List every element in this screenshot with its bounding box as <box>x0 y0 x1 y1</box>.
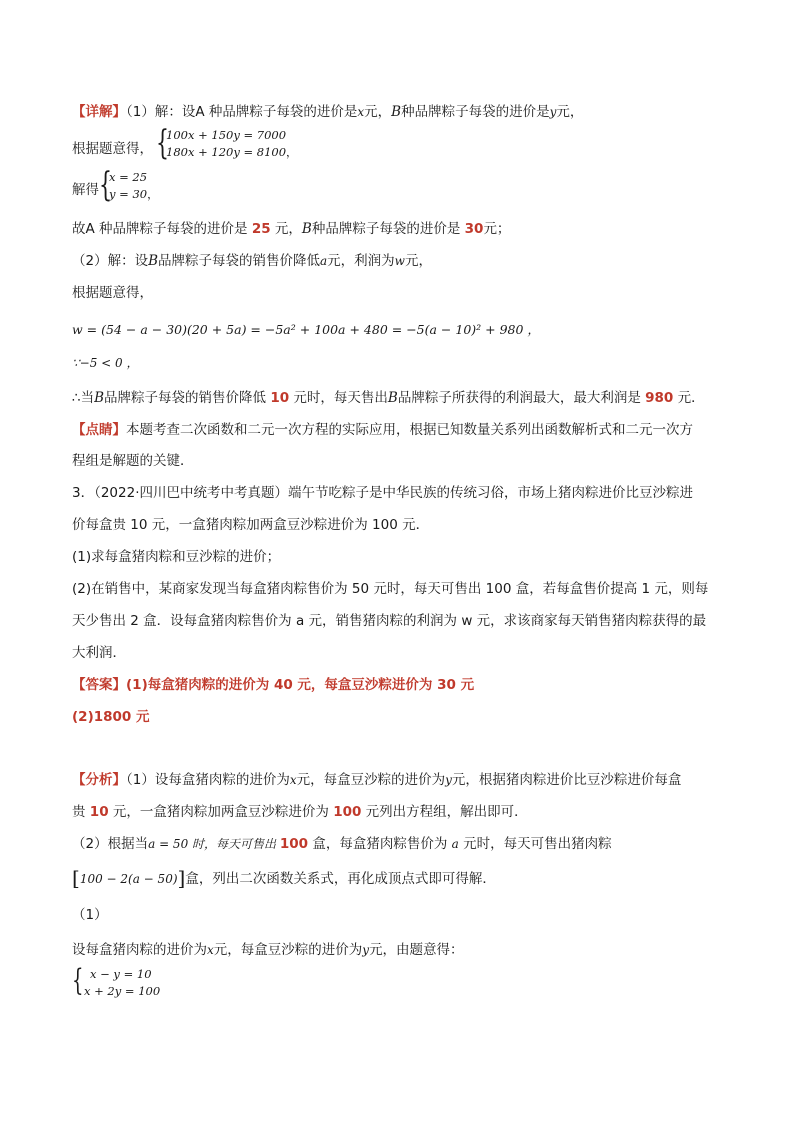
analysis-line-3: （2）根据当a = 50 时，每天可售出 100 盒，每盒猪肉粽售价为 a 元时，每天可售出猪肉粽 <box>72 836 612 852</box>
analysis-tag: 【分析】 <box>72 772 126 788</box>
question-part-1: (1)求每盒猪肉粽和豆沙粽的进价； <box>72 549 281 565</box>
comment-tag: 【点睛】 <box>72 422 126 438</box>
detail-tag: 【详解】 <box>72 104 126 120</box>
detail-line-6: 根据题意得， <box>72 285 153 301</box>
detail-line-2: 根据题意得， <box>72 141 153 157</box>
analysis-line-5: （1） <box>72 907 108 923</box>
comment-line-1: 【点睛】本题考查二次函数和二元一次方程的实际应用，根据已知数量关系列出函数解析式和二元一次方 <box>72 422 693 438</box>
analysis-line-2: 贵 10 元，一盒猪肉粽加两盒豆沙粽进价为 100 元列出方程组，解出即可． <box>72 804 528 820</box>
question-part-2c: 大利润． <box>72 645 126 661</box>
detail-line-9: ∴当B品牌粽子每袋的销售价降低 10 元时，每天售出B品牌粽子所获得的利润最大，最大利润是 980 元． <box>72 390 705 406</box>
question-line-2: 价每盒贵 10 元，一盒猪肉粽加两盒豆沙粽进价为 100 元． <box>72 517 430 533</box>
quantity-expression: 100 − 2(a − 50) <box>79 872 178 886</box>
system-brace: { <box>99 165 112 205</box>
question-line-1: 3．（2022·四川巴中统考中考真题）端午节吃粽子是中华民族的传统习俗，市场上猪肉粽进价比豆沙粽进 <box>72 485 693 501</box>
question-part-2b: 天少售出 2 盒．设每盒猪肉粽售价为 a 元，销售猪肉粽的利润为 w 元，求该商家每天销售猪肉粽获得的最 <box>72 613 707 629</box>
equation-system-1: 100x + 150y = 7000 180x + 120y = 8100， <box>166 128 298 159</box>
comment-line-2: 程组是解题的关键． <box>72 453 194 469</box>
solution-system: x = 25 y = 30， <box>109 170 159 201</box>
detail-line-3: 解得 <box>72 182 99 198</box>
detail-line-4: 故A 种品牌粽子每袋的进价是 25 元，B种品牌粽子每袋的进价是 30元； <box>72 221 511 237</box>
analysis-line-6: 设每盒猪肉粽的进价为x元，每盒豆沙粽的进价为y元，由题意得： <box>72 942 464 958</box>
question-part-2a: (2)在销售中，某商家发现当每盒猪肉粽售价为 50 元时，每天可售出 100 盒，若每盒售价提高 1 元，则每 <box>72 581 709 597</box>
answer-line-2: (2)1800 元 <box>72 709 150 725</box>
answer-tag: 【答案】 <box>72 677 126 693</box>
answer-line-1: 【答案】(1)每盒猪肉粽的进价为 40 元，每盒豆沙粽进价为 30 元 <box>72 677 475 693</box>
system-brace: { <box>156 123 169 163</box>
detail-line-5: （2）解：设B品牌粽子每袋的销售价降低a元，利润为w元， <box>72 253 432 269</box>
analysis-line-4: [100 − 2(a − 50)]盒，列出二次函数关系式，再化成顶点式即可得解． <box>72 866 496 890</box>
detail-line-1: 【详解】（1）解：设A 种品牌粽子每袋的进价是x元，B种品牌粽子每袋的进价是y元， <box>72 104 584 120</box>
profit-formula: w = (54 − a − 30)(20 + 5a) = −5a² + 100a + 480 = −5(a − 10)² + 980 ， <box>72 322 540 337</box>
analysis-line-1: 【分析】（1）设每盒猪肉粽的进价为x元，每盒豆沙粽的进价为y元，根据猪肉粽进价比豆沙粽进价每盒 <box>72 772 682 788</box>
equation-system-3: x − y = 10 x + 2y = 100 <box>84 967 161 998</box>
system-brace: { <box>72 963 84 998</box>
detail-line-8: ∵−5 < 0 ， <box>72 356 139 370</box>
